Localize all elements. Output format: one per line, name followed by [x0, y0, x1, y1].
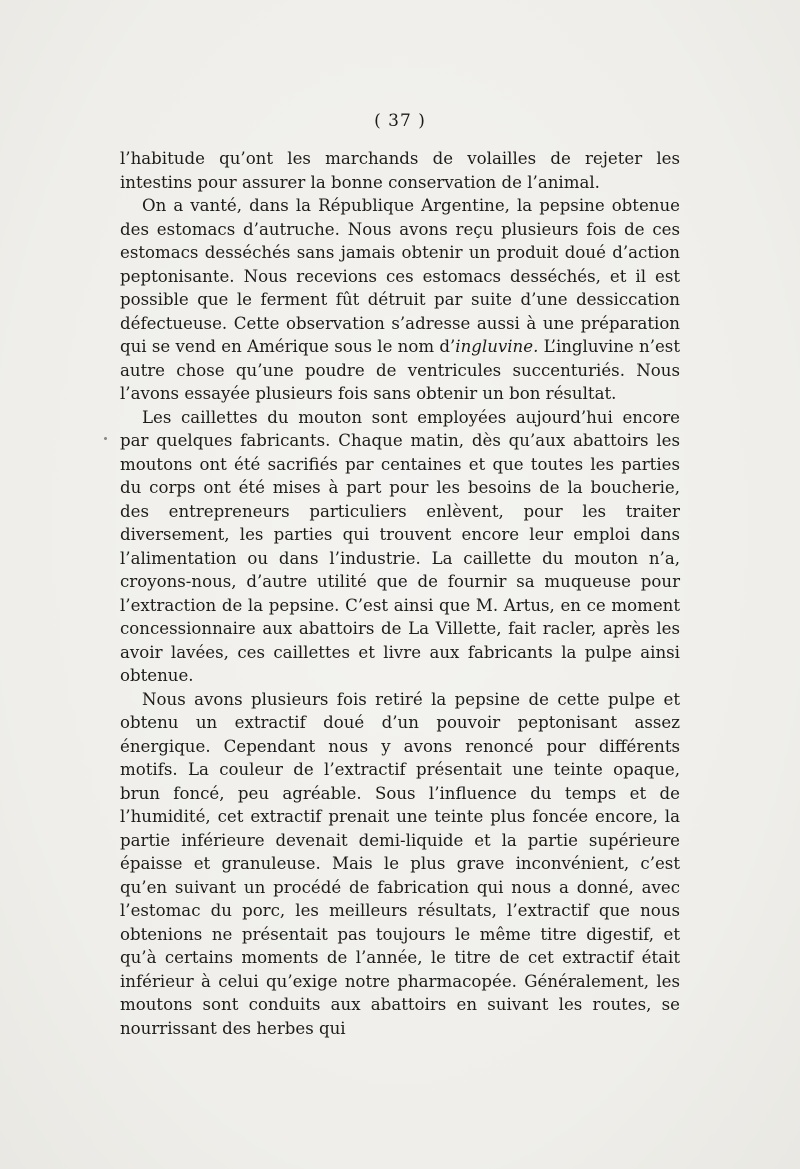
paragraph — [120, 147, 680, 194]
paragraph-text: Les caillettes du mouton sont employées aujourd’hui encore par quelques fabricants. Chaque matin, dès qu’aux abattoirs les moutons ont été sacrifiés par centaines et que toutes les parties du corps ont été mises à part pour les besoins de la boucherie, des entrepreneurs particuliers enlèvent, pour les traiter diversement, les parties qui trouvent encore leur emploi dans l’alimentation ou dans l’industrie. La caillette du mouton n’a, croyons-nous, d’autre utilité que de fournir sa muqueuse pour l’extraction de la pepsine. C’est ainsi que M. Artus, en ce moment concessionnaire aux abattoirs de La Villette, fait racler, après les avoir lavées, ces caillettes et livre aux fabricants la pulpe ainsi obtenue. — [120, 407, 680, 685]
paragraph-text: l’habitude qu’ont les marchands de volailles de rejeter les intestins pour assurer la bonne conservation de l’animal. — [120, 149, 680, 192]
paragraph — [120, 194, 680, 406]
paragraph-text: L’ingluvine n’est autre chose qu’une poudre de ventricules succenturiés. Nous l’avons essayée plusieurs fois sans obtenir un bon résultat. — [120, 337, 680, 403]
page-number: ( 37 ) — [374, 111, 426, 131]
margin-speck — [104, 437, 107, 440]
paragraph — [120, 406, 680, 688]
body-text — [120, 147, 680, 1040]
italic-term: ingluvine. — [455, 337, 539, 356]
paragraph — [120, 688, 680, 1041]
paragraph-text: On a vanté, dans la République Argentine, la pepsine obtenue des estomacs d’autruche. Nous avons reçu plusieurs fois de ces estomacs desséchés sans jamais obtenir un produit doué d’action peptonisante. Nous recevions ces estomacs desséchés, et il est possible que le ferment fût détruit par suite d’une dessiccation défectueuse. Cette observation s’adresse aussi à une préparation qui se vend en Amérique sous le nom d’ — [120, 196, 680, 356]
paragraph-text: Nous avons plusieurs fois retiré la pepsine de cette pulpe et obtenu un extractif doué d’un pouvoir peptonisant assez énergique. Cependant nous y avons renoncé pour différents motifs. La couleur de l’extractif présentait une teinte opaque, brun foncé, peu agréable. Sous l’influence du temps et de l’humidité, cet extractif prenait une teinte plus foncée encore, la partie inférieure devenait demi-liquide et la partie supérieure épaisse et granuleuse. Mais le plus grave inconvénient, c’est qu’en suivant un procédé de fabrication qui nous a donné, avec l’estomac du porc, les meilleurs résultats, l’extractif que nous obtenions ne présentait pas toujours le même titre digestif, et qu’à certains moments de l’année, le titre de cet extractif était inférieur à celui qu’exige notre pharmacopée. Généralement, les moutons sont conduits aux abattoirs en suivant les routes, se nourrissant des herbes qui — [120, 689, 680, 1038]
